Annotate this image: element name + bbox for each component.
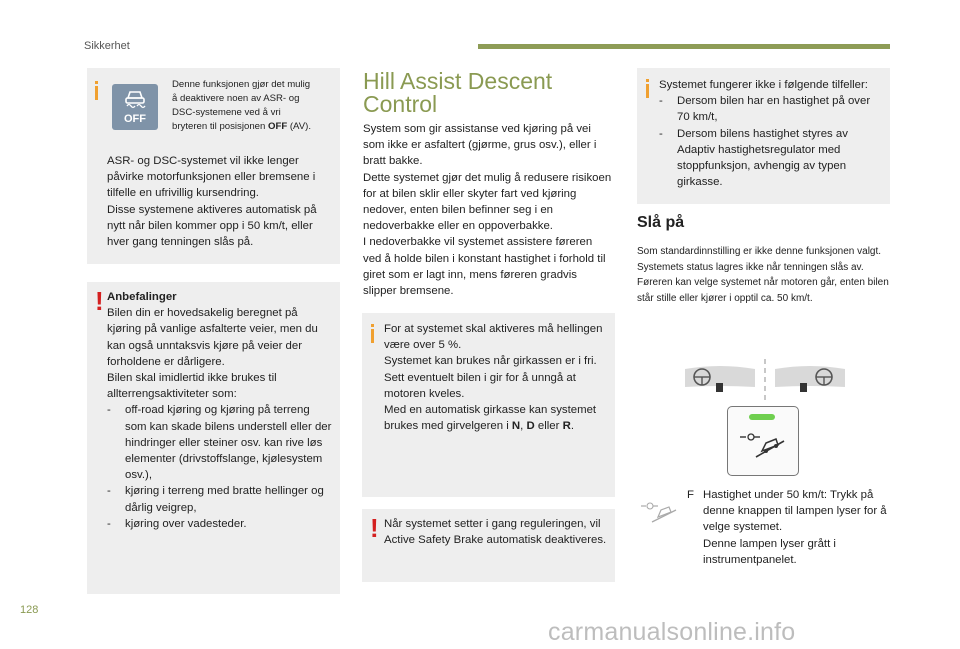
info-icon bbox=[95, 86, 98, 100]
info-box-limits bbox=[637, 68, 890, 204]
section-paragraph: Som standardinnstilling er ikke denne funksjonen valgt. bbox=[637, 246, 882, 257]
skid-car-icon bbox=[112, 84, 158, 114]
icon-note-line: DSC-systemene ved å vri bbox=[172, 107, 281, 118]
step-bullet: F bbox=[687, 489, 694, 501]
warning-icon: ! bbox=[370, 513, 379, 543]
warning-paragraph: Bilen din er hovedsakelig beregnet på kjøring på vanlige asfalterte veier, men du kan også unntaksvis kjøre på veier der forholdene er dårligere. bbox=[107, 307, 318, 368]
info-paragraph: Systemet fungerer ikke i følgende tilfeller: bbox=[659, 79, 868, 91]
off-label: OFF bbox=[124, 113, 146, 125]
warning-paragraph: Bilen skal imidlertid ikke brukes til allterrengsaktiviteter som: bbox=[107, 372, 277, 401]
info-box-activation bbox=[362, 313, 615, 497]
icon-note-line: Denne funksjonen gjør det mulig bbox=[172, 79, 311, 90]
list-item bbox=[107, 483, 332, 515]
av-note: (AV). bbox=[289, 121, 311, 132]
icon-note-line: bryteren til posisjonen bbox=[172, 121, 266, 132]
list-dash: - bbox=[659, 95, 663, 108]
step-text: Hastighet under 50 km/t: Trykk på denne knappen til lampen lyser for å velge systemet. bbox=[703, 489, 887, 534]
esp-off-icon bbox=[112, 84, 158, 130]
intro-text bbox=[363, 121, 613, 299]
warning-box-recommendations bbox=[87, 282, 340, 594]
info-paragraph bbox=[384, 402, 609, 434]
descent-control-icon bbox=[738, 427, 788, 463]
list-dash: - bbox=[659, 127, 663, 140]
intro-paragraph: I nedoverbakke vil systemet assistere føreren ved å holde bilen i konstant hastighet i forhold til giret som er lagt inn, mens føreren gradvis slipper bremsene. bbox=[363, 236, 606, 298]
title-line: Hill Assist Descent bbox=[363, 68, 553, 94]
warning-text bbox=[107, 289, 332, 532]
step-text: Denne lampen lyser grått i instrumentpanelet. bbox=[703, 537, 836, 566]
step-item bbox=[687, 487, 887, 568]
list-dash: - bbox=[107, 485, 111, 498]
list-item bbox=[659, 126, 884, 191]
gear-d: D bbox=[526, 420, 535, 433]
page-title bbox=[363, 70, 613, 116]
section-text bbox=[637, 244, 893, 306]
hadc-button[interactable] bbox=[727, 406, 799, 476]
section-paragraph: Systemets status lagres ikke når tenningen slås av. bbox=[637, 261, 864, 273]
warning-paragraph: Når systemet setter i gang reguleringen, vil Active Safety Brake automatisk deaktiveres. bbox=[384, 518, 607, 547]
section-paragraph: Føreren kan velge systemet når motoren går, enten bilen står stille eller kjører i opptil ca. 50 km/t. bbox=[637, 277, 889, 304]
section-header: Sikkerhet bbox=[84, 40, 130, 52]
list-item bbox=[659, 93, 884, 125]
icon-note bbox=[172, 78, 337, 134]
list-item-text: Dersom bilens hastighet styres av Adaptiv hastighetsregulator med stoppfunksjon, avhengig av typen girkasse. bbox=[677, 127, 848, 189]
list-dash: - bbox=[107, 404, 111, 417]
gear-end: . bbox=[570, 420, 574, 433]
info-icon bbox=[371, 329, 374, 343]
button-led bbox=[749, 414, 775, 420]
list-item-text: off-road kjøring og kjøring på terreng som kan skade bilens understell eller der hindringer eller steiner osv. kan rive løs elementer (drivstoffslange, kjølesystem osv.), bbox=[125, 404, 332, 482]
info-text bbox=[659, 77, 884, 190]
section-heading: Slå på bbox=[637, 214, 685, 231]
list-item-text: Dersom bilen har en hastighet på over 70 km/t, bbox=[677, 95, 871, 124]
gear-n: N bbox=[511, 420, 521, 433]
list-item-text: kjøring i terreng med bratte hellinger og dårlig veigrep, bbox=[125, 485, 324, 514]
info-paragraph: Disse systemene aktiveres automatisk på nytt når bilen kommer opp i 50 km/t, eller hver gang tenningen slås på. bbox=[107, 203, 317, 249]
intro-paragraph: Dette systemet gjør det mulig å redusere risikoen for at bilen sklir eller skyter fart ved kjøring nedover, enten bilen befinner seg i en nedoverbakke eller en oppoverbakke. bbox=[363, 171, 612, 233]
info-box-off bbox=[87, 68, 340, 264]
icon-note-line: å deaktivere noen av ASR- og bbox=[172, 93, 300, 104]
off-position: OFF bbox=[268, 121, 288, 132]
warning-text bbox=[384, 516, 609, 548]
page-number: 128 bbox=[20, 604, 39, 616]
intro-paragraph: System som gir assistanse ved kjøring på vei som ikke er asfaltert (gjørme, grus osv.), eller i bratt bakke. bbox=[363, 123, 597, 168]
warning-icon: ! bbox=[95, 286, 104, 316]
info-text bbox=[384, 321, 609, 434]
right-steering-wheel-icon bbox=[775, 366, 845, 392]
gear-r: R bbox=[562, 420, 571, 433]
warning-title: Anbefalinger bbox=[107, 291, 177, 303]
left-steering-wheel-icon bbox=[685, 366, 755, 392]
watermark-text: carmanualsonline.info bbox=[548, 618, 796, 646]
info-paragraph: For at systemet skal aktiveres må hellingen være over 5 %. bbox=[384, 323, 603, 352]
info-paragraph: Systemet kan brukes når girkassen er i fri. Sett eventuelt bilen i gir for å unngå at motoren kveles. bbox=[384, 355, 597, 400]
list-item-text: kjøring over vadesteder. bbox=[125, 517, 247, 530]
info-icon bbox=[646, 84, 649, 98]
info-text bbox=[107, 153, 325, 250]
title-line: Control bbox=[363, 91, 438, 117]
gear-separator: , bbox=[520, 420, 524, 433]
descent-small-icon bbox=[640, 498, 678, 524]
header-bar bbox=[478, 44, 890, 49]
info-paragraph: ASR- og DSC-systemet vil ikke lenger påvirke motorfunksjonen eller bremsene i tilfelle en ufrivillig kursendring. bbox=[107, 155, 316, 200]
list-item bbox=[107, 516, 332, 532]
list-item bbox=[107, 402, 332, 483]
gear-sentence: Med en automatisk girkasse kan systemet brukes med girvelgeren i bbox=[384, 404, 597, 433]
warning-box-asb bbox=[362, 509, 615, 582]
list-dash: - bbox=[107, 517, 111, 530]
step-instruction bbox=[687, 487, 887, 568]
gear-separator: eller bbox=[537, 420, 560, 433]
